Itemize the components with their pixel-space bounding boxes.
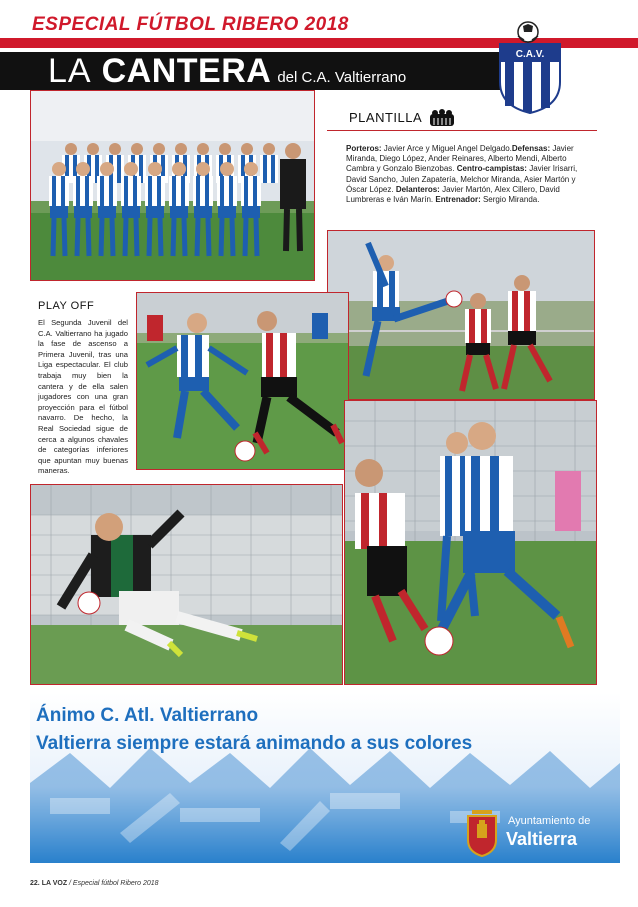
valtierra-coat-of-arms bbox=[466, 806, 498, 858]
team-icon bbox=[429, 108, 455, 126]
crest-initials: C.A.V. bbox=[515, 49, 545, 60]
team-photo bbox=[30, 90, 315, 281]
publication-name: LA VOZ bbox=[41, 880, 68, 887]
match-photo-kick bbox=[327, 230, 595, 400]
plantilla-divider bbox=[327, 130, 597, 131]
playoff-title: PLAY OFF bbox=[38, 300, 95, 312]
club-crest bbox=[496, 14, 568, 114]
page-number: 22. bbox=[30, 880, 40, 887]
page-footer bbox=[30, 880, 159, 887]
goalkeeper-photo bbox=[30, 484, 343, 685]
roster-text: Porteros: Javier Arce y Miguel Angel Delgado.Defensas: Javier Miranda, Diego López, Ander Reinares, Alberto Mendi, Alberto Cambra y Gonzalo Bienzobas. Centro-campistas: Javier Irisarri, David Sancho, Julen Zapatería, Melchor Miranda, Asier Martón y Óscar López. Delanteros: Javier Martón, Alex Cillero, David Lumbreras e Iván Marín. Entrenador: Sergio Miranda. bbox=[346, 144, 578, 205]
ayuntamiento-name: Valtierra bbox=[506, 829, 578, 849]
section-title-sub: del C.A. Valtierrano bbox=[277, 69, 407, 86]
plantilla-title: PLANTILLA bbox=[349, 108, 455, 126]
match-photo-duel bbox=[136, 292, 349, 470]
banner-headline: Ánimo C. Atl. Valtierrano bbox=[36, 705, 259, 726]
publication-sub: / Especial fútbol Ribero 2018 bbox=[69, 880, 159, 887]
header-title: ESPECIAL FÚTBOL RIBERO 2018 bbox=[32, 14, 349, 35]
section-title-la: LA bbox=[48, 52, 92, 90]
banner-subheadline: Valtierra siempre estará animando a sus colores bbox=[36, 733, 473, 754]
match-photo-players bbox=[344, 400, 597, 685]
section-title bbox=[48, 52, 406, 90]
ayuntamiento-label: Ayuntamiento de bbox=[508, 815, 591, 827]
section-title-cantera: CANTERA bbox=[101, 52, 272, 90]
playoff-text: El Segunda Juvenil del C.A. Valtierrano ha jugado la fase de ascenso a Primera Juvenil, tras una Liga espectacular. El club trabaja muy bien la cantera y de ella salen jugadores con una gran proyección para el fútbol navarro. De hecho, la Real Sociedad sigue de cerca a algunos chavales de categorías inferiores que apuntan muy buenas maneras. bbox=[38, 318, 128, 476]
